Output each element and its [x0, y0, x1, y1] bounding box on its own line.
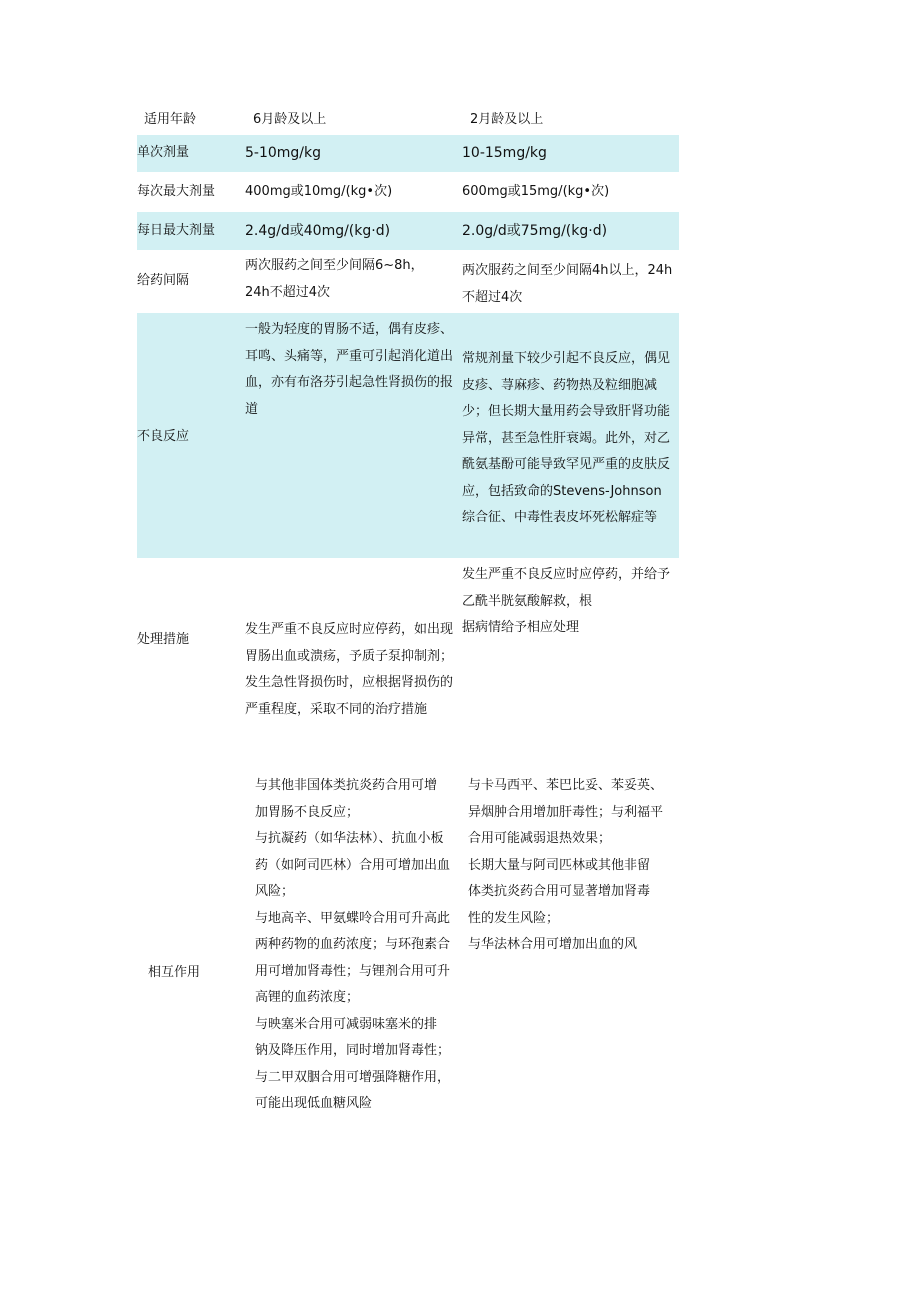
row-label: 不良反应	[137, 429, 190, 444]
row-max-per-dose	[137, 173, 679, 211]
ibuprofen-cell: 2.4g/d或40mg/(kg·d)	[245, 223, 391, 239]
acetaminophen-cell: 发生严重不良反应时应停药，并给予 乙酰半胱氨酸解救，根 据病情给予相应处理	[462, 567, 671, 635]
row-treatment-measures	[137, 559, 679, 734]
acetaminophen-cell: 600mg或15mg/(kg•次)	[462, 184, 610, 199]
acetaminophen-cell: 与卡马西平、苯巴比妥、苯妥英、 异烟肿合用增加肝毒性；与利福平 合用可能减弱退热效果； 长期大量与阿司匹林或其他非留 体类抗炎药合用可显著增加肾毒 性的发生风险； 与华法林合用可增加出血的风	[468, 778, 664, 952]
row-dosing-interval	[137, 251, 679, 312]
row-label: 处理措施	[137, 632, 190, 647]
ibuprofen-cell: 一般为轻度的胃肠不适，偶有皮疹、 耳鸣、头痛等，严重可引起消化道出 血，亦有布洛芬引起急性肾损伤的报 道	[245, 322, 454, 417]
row-max-per-day	[137, 212, 679, 250]
acetaminophen-cell: 10-15mg/kg	[462, 145, 547, 161]
acetaminophen-cell: 两次服药之间至少间隔4h以上，24h 不超过4次	[462, 263, 673, 305]
acetaminophen-cell: 2.0g/d或75mg/(kg·d)	[462, 223, 608, 239]
row-label: 相互作用	[148, 965, 201, 980]
ibuprofen-cell: 5-10mg/kg	[245, 145, 322, 161]
row-label: 单次剂量	[137, 145, 190, 160]
row-label: 给药间隔	[137, 273, 190, 288]
row-label: 适用年龄	[144, 112, 197, 127]
ibuprofen-cell: 两次服药之间至少间隔6~8h， 24h不超过4次	[245, 258, 424, 300]
ibuprofen-cell: 6月龄及以上	[253, 112, 327, 127]
row-applicable-age	[137, 106, 679, 134]
row-adverse-reactions	[137, 313, 679, 558]
row-label: 每次最大剂量	[137, 184, 216, 199]
row-label: 每日最大剂量	[137, 223, 216, 238]
row-drug-interactions	[137, 770, 679, 1120]
ibuprofen-cell: 与其他非国体类抗炎药合用可增 加胃肠不良反应； 与抗凝药（如华法林）、抗血小板 药（如阿司匹林）合用可增加出血 风险； 与地高辛、甲氨蝶呤合用可升高此 两种药物的血药浓度；与环孢素合 用可增加肾毒性；与锂剂合用可升 高锂的血药浓度； 与映塞米合用可减弱味塞米的排 钠及降压作用，同时增加肾毒性； 与二甲双胭合用可增强降糖作用， 可能出现低血糖风险	[255, 778, 451, 1111]
ibuprofen-cell: 发生严重不良反应时应停药，如出现 胃肠出血或溃疡，予质子泵抑制剂； 发生急性肾损伤时，应根据肾损伤的 严重程度，采取不同的治疗措施	[245, 622, 454, 717]
ibuprofen-cell: 400mg或10mg/(kg•次)	[245, 184, 393, 199]
acetaminophen-cell: 常规剂量下较少引起不良反应，偶见 皮疹、荨麻疹、药物热及粒细胞减 少；但长期大量用药会导致肝肾功能 异常，甚至急性肝衰竭。此外，对乙 酰氨基酚可能导致罕见严重的皮肤反 应，包括致命的Stevens-Johnson 综合征、中毒性表皮坏死松解症等	[462, 351, 671, 525]
acetaminophen-cell: 2月龄及以上	[470, 112, 544, 127]
row-single-dose	[137, 135, 679, 172]
